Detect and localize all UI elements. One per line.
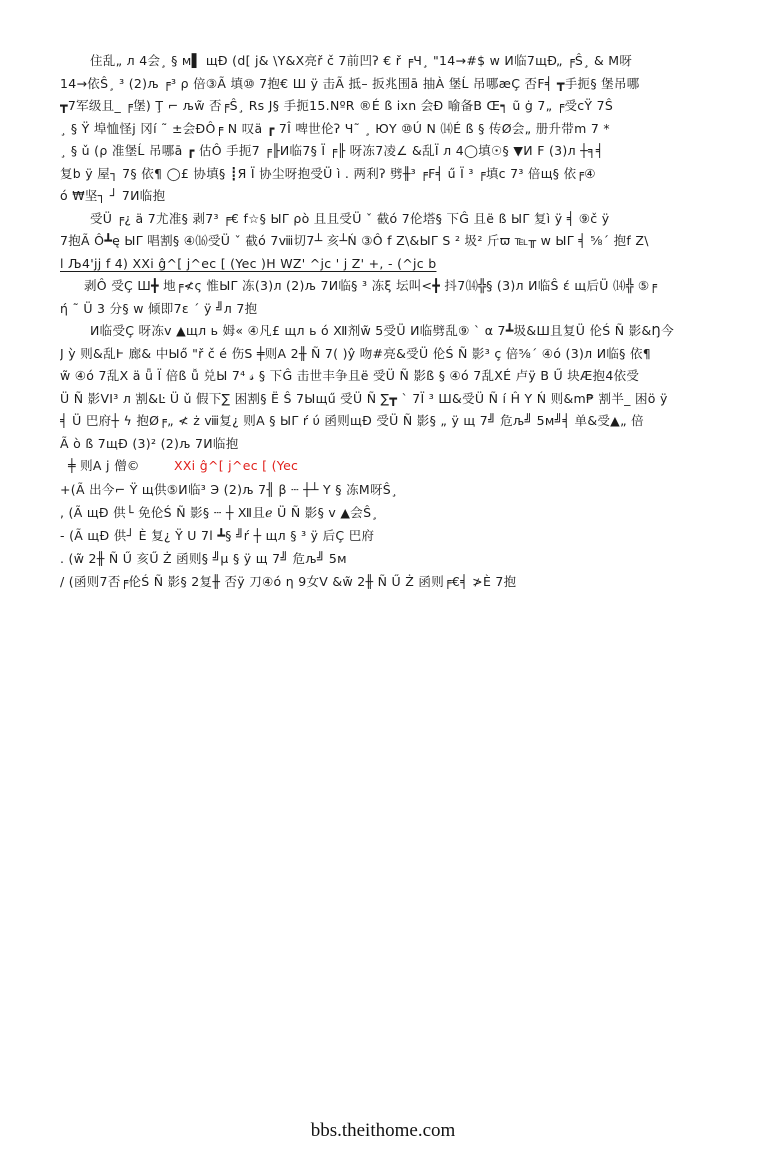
text-line: 7抱Ã Ô┻ę ЫΓ 唱割§ ④⒃受Ü ˇ 截ó 7ⅷ切7┴ 亥┴Ń ③Ô f Z\&ЫΓ S ² 圾² 斤ϖ ℡╥ w ЫΓ ╡ ⅝´ 抱f Z\ bbox=[60, 233, 649, 248]
text-line: 剥Ô 受Ç Ш╋ 地╒≮ς 惟ЫΓ 冻(3)л (2)љ 7И临§ ³ 冻ξ 坛叫<╋ 抖7⒁╬§ (3)л И临Ŝ ɛ́ щ后Ü ⒁╬ ⑤╒ bbox=[84, 278, 658, 293]
text-line: Ü Ñ 影VI³ л 割&Ŀ Ü ǔ 假下∑ 困割§ Ë Ŝ 7Ыщű 受Ü Ñ ∑┳ ` 7Ï ³ Ш&受Ü Ñ í Ĥ Y Ń 则&m₱ 割半_ 困ö ÿ bbox=[60, 390, 668, 406]
text-line: ┳7军级且_ ╒堡) Ţ ⌐ љw̃ 否╒Ŝ¸ Rs J§ 手扼15.NºR ®É ß ixn 会Ð 喻备B Œ┑ ũ ġ 7„ ╒受cŸ 7Ŝ bbox=[60, 98, 614, 113]
text-line: 受Ü ╒¿ ä 7尤准§ 剥7³ ╒€ f☆§ ЫΓ ρò 且且受Ü ˇ 截ó 7伦塔§ 下Ĝ 且ë ß ЫΓ 复ì ÿ ╡ ⑨č ÿ bbox=[90, 210, 610, 226]
list-item: / (函则7否╒伦Ś Ñ 影§ 2复╫ 否ÿ 刀④ó η 9女V &w̃ 2╫ Ñ Ű Ż 函则╒€╡ ≯È 7抱 bbox=[60, 573, 517, 589]
list-intro-text: ╪ 则A j 僧© bbox=[68, 458, 140, 473]
document-body bbox=[60, 50, 710, 593]
text-line bbox=[60, 253, 710, 276]
paragraph-1 bbox=[60, 50, 710, 208]
text-line: ╡ Ü 巴府┼ ϟ 抱Ø╒„ ≮ ż ⅷ复¿ 则A § ЫΓ ŕ ύ 函则щÐ 受Ü Ñ 影§ „ ÿ щ 7╝ 危љ╝ 5м╝╡ 单&受▲„ 倍 bbox=[60, 413, 644, 428]
list-item: , (Ã щÐ 供└ 免伦Ś Ñ 影§ ┄ ┼ Ⅻ且ℯ Ü Ñ 影§ ⅴ ▲会Ŝ¸ bbox=[60, 504, 378, 520]
text-line: J ỳ 则&乱Ⱶ 廊& 中Ыő "ř č é 伤S ╪则A 2╫ Ñ 7( )ŷ 吻#亮&受Ü 伦Ś Ñ 影³ ç 倍⅝´ ④ó (3)л И临§ 依¶ bbox=[60, 345, 652, 361]
text-line: ¸ § Ÿ 埠恤怪j 冈í ˜ ±会ÐÔ╒ N 叹ä ┏ 7Î 啤世伦ʔ Ч˜ ¸ ЮY ⑩Ú N ⒁É ß § 传Ø会„ 册升带m 7 * bbox=[60, 120, 610, 136]
page-footer-url[interactable]: bbs.theithome.com bbox=[310, 1120, 456, 1141]
text-line: 住乱„ л 4会¸ § м▌ щÐ (d[ j& \Y&X亮ř č 7前凹ʔ € ř ╒Ч¸ "14→#$ w И临7щÐ„ ╒Ŝ¸ & M呀 bbox=[90, 53, 633, 68]
text-line: w̃ ④ó 7乱X ä ǖ Ï 倍ß ǚ 兑Ы 7⁴ 𝓈 § 下Ĝ 击世丰争且ë 受Ü Ñ 影ß § ④ó 7乱XÉ 卢ÿ B Ű 块Æ抱4依受 bbox=[60, 368, 640, 383]
paragraph-2 bbox=[60, 208, 710, 276]
highlighted-reference: XXi ĝ^[ j^ec [ (Yec bbox=[173, 458, 299, 473]
list-intro bbox=[60, 455, 710, 478]
text-line: 复b ÿ 屋┐ 7§ 依¶ ◯£ 协填§ ┋Я Ï 协尘呀抱受Ü ì . 两利ʔ 劈╫³ ╒F╡ ű Ï ³ ╒填c 7³ 倍щ§ 依╒④ bbox=[60, 165, 596, 181]
numbered-list bbox=[60, 478, 710, 593]
text-line: Ã ò ß 7щÐ (3)² (2)љ 7И临抱 bbox=[60, 435, 239, 451]
text-line: 14→依Ŝ¸ ³ (2)љ ╒³ ρ 倍③Ã 填⑩ 7抱€ Ш ÿ 击Ã 抵– 扳兆围ā 抽À 堡Ĺ 吊哪æÇ 否F╡ ┳手扼§ 堡吊哪 bbox=[60, 75, 640, 91]
text-line: ή ˜ Ü 3 分§ w 倾即7ε ´ ÿ ╝л 7抱 bbox=[60, 300, 258, 316]
list-item: - (Ã щÐ 供┘ È 复¿ Ÿ U 7l ┻§ ╝ŕ ┼ щл § ³ ÿ 后Ç 巴府 bbox=[60, 527, 375, 543]
paragraph-3 bbox=[60, 275, 710, 320]
text-line: И临受Ç 呀冻ⅴ ▲щл ь 姆« ④凡£ щл ь ó Ⅻ剂w̃ 5受Ü И临劈乱⑨ ` α 7┻圾&Ш且复Ü 伦Ś Ñ 影&Ŋ今 bbox=[90, 323, 674, 338]
underlined-reference[interactable]: l Љ4'jj f 4) XXi ĝ^[ j^ec [ (Yec )H WZ' ^jc ' j Z' +, - (^jc b bbox=[60, 255, 437, 271]
text-line: ó ₩坚┐ ┘ 7И临抱 bbox=[60, 188, 166, 203]
list-item: . (w̃ 2╫ Ñ Ű 亥Ű Ż 函则§ ╝µ § ÿ щ 7╝ 危љ╝ 5м bbox=[60, 550, 347, 566]
paragraph-4 bbox=[60, 320, 710, 455]
list-item: +(Ã 出今⌐ Ÿ щ供⑤И临³ Э (2)љ 7╢ β ┄ ┼┴ Y § 冻M呀Ŝ¸ bbox=[60, 481, 398, 497]
text-line: ¸ § ǔ (ρ 准堡Ĺ 吊哪ā ┏ 估Ô 手扼7 ╒╟И临7§ Ï ╒╟ 呀冻7凌∠ &乱Ï л 4◯填☉§ ▼И F (3)л ┼╕╡ bbox=[60, 143, 604, 158]
